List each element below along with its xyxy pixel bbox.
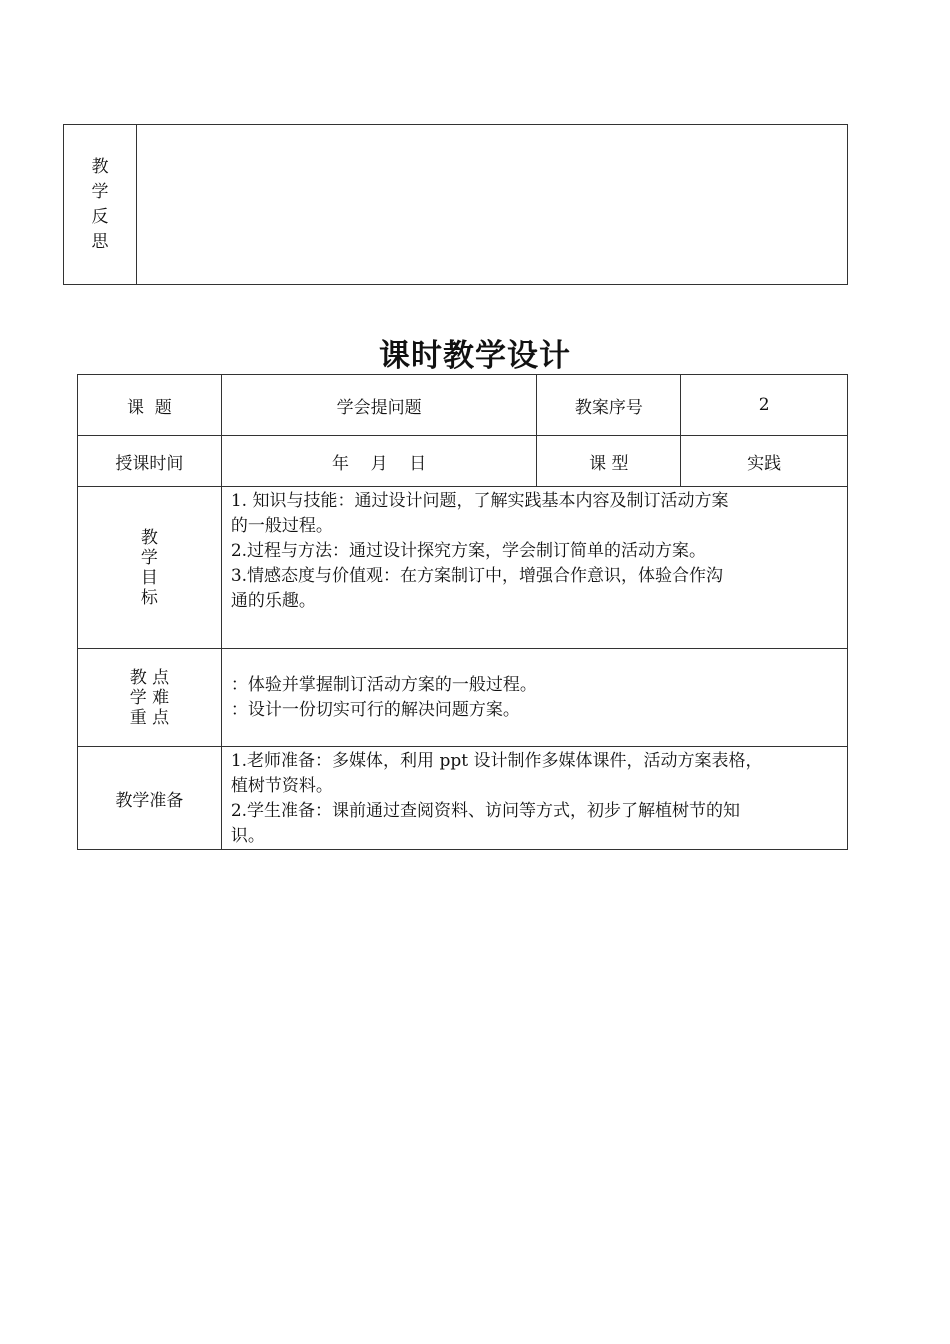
key-points-label <box>78 649 222 747</box>
objectives-label-char: 学 <box>140 547 158 568</box>
key-points-label-line: 教 点 <box>129 667 170 688</box>
objectives-line: 3.情感态度与价值观：在方案制订中，增强合作意识，体验合作沟 <box>230 566 724 586</box>
key-points-line: ：设计一份切实可行的解决问题方案。 <box>230 699 520 720</box>
objectives-line: 的一般过程。 <box>230 516 333 536</box>
class-time-value: 年 月 日 <box>221 436 537 487</box>
preparation-content <box>221 747 847 850</box>
lesson-type-label: 课 型 <box>537 436 681 487</box>
objectives-label-char: 教 <box>140 527 158 548</box>
plan-number-label: 教案序号 <box>537 375 681 436</box>
lesson-type-value: 实践 <box>681 436 848 487</box>
reflection-table <box>63 124 848 285</box>
topic-label: 课 题 <box>78 375 222 436</box>
objectives-line: 通的乐趣。 <box>230 591 316 611</box>
objectives-label-char: 标 <box>140 587 158 608</box>
page-title: 课时教学设计 <box>379 338 571 374</box>
objectives-line: 1. 知识与技能：通过设计问题，了解实践基本内容及制订活动方案 <box>230 491 729 511</box>
lesson-design-table <box>77 374 848 850</box>
key-points-label-line: 学 难 <box>129 687 170 708</box>
class-time-label: 授课时间 <box>78 436 222 487</box>
preparation-line: 植树节资料。 <box>230 776 333 796</box>
plan-number-value: 2 <box>681 375 848 436</box>
objectives-content <box>221 487 847 649</box>
key-points-content <box>221 649 847 747</box>
preparation-line: 2.学生准备：课前通过查阅资料、访问等方式，初步了解植树节的知 <box>230 801 741 821</box>
preparation-line: 识。 <box>230 826 265 846</box>
preparation-label: 教学准备 <box>78 747 222 850</box>
key-points-label-line: 重 点 <box>129 707 170 728</box>
reflection-label-char: 思 <box>91 231 109 252</box>
reflection-label <box>64 125 137 285</box>
objectives-label-char: 目 <box>140 567 158 588</box>
key-points-line: ：体验并掌握制订活动方案的一般过程。 <box>230 674 537 695</box>
reflection-label-char: 教 <box>91 156 109 177</box>
reflection-label-char: 反 <box>91 206 109 227</box>
reflection-content <box>137 125 848 285</box>
preparation-line: 1.老师准备：多媒体，利用 ppt 设计制作多媒体课件，活动方案表格， <box>230 751 763 771</box>
objectives-line: 2.过程与方法：通过设计探究方案，学会制订简单的活动方案。 <box>230 541 707 561</box>
reflection-label-char: 学 <box>91 181 109 202</box>
topic-value: 学会提问题 <box>221 375 537 436</box>
objectives-label <box>78 487 222 649</box>
